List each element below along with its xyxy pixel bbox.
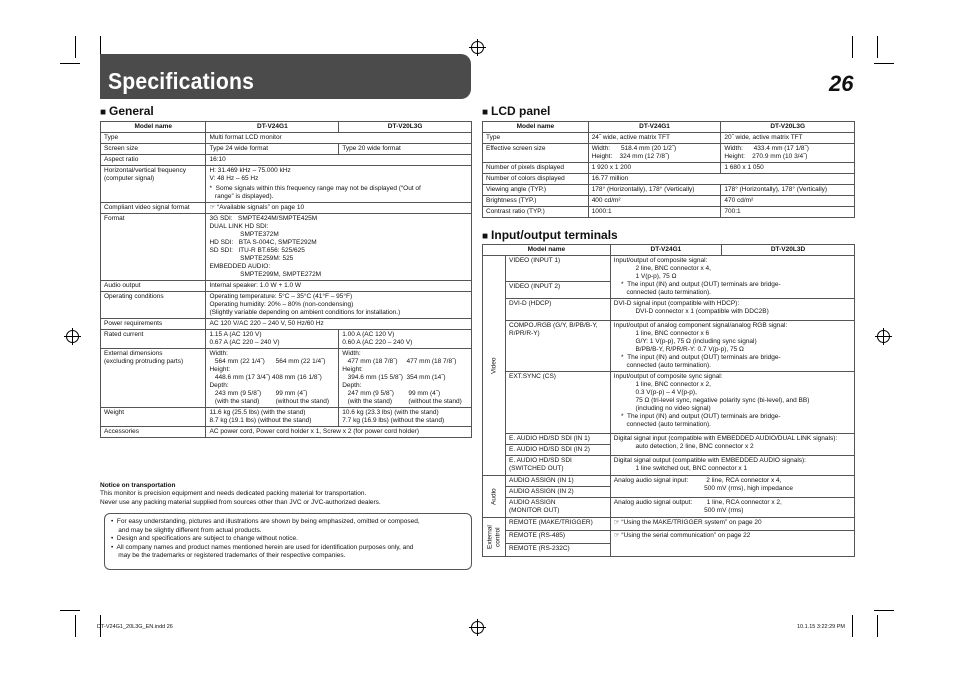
footer-timestamp: 10.1.15 3:22:29 PM <box>797 624 846 630</box>
row-label: AUDIO ASSIGN (IN 2) <box>506 487 611 498</box>
table-row <box>483 531 855 544</box>
table-row <box>483 434 855 445</box>
row-value: Analog audio signal input: 2 line, RCA connector x 4, 500 mV (rms), high impedance <box>610 476 854 498</box>
row-note: * Some signals within this frequency range may not be displayed (“Out of range” is displayed). <box>209 185 421 200</box>
general-spec-table <box>100 121 472 438</box>
row-label: Screen size <box>101 144 206 155</box>
notice-box <box>104 513 472 570</box>
row-value: AC power cord, Power cord holder x 1, Screw x 2 (for power cord holder) <box>206 427 472 438</box>
col-model-a: DT-V24G1 <box>206 122 339 133</box>
table-row <box>483 133 855 144</box>
row-label: Number of pixels displayed <box>483 163 589 174</box>
io-heading: ■ Input/output terminals <box>482 228 618 242</box>
general-heading: ■ General <box>100 104 154 118</box>
table-row <box>101 319 472 330</box>
row-label: Type <box>101 133 206 144</box>
row-label: Power requirements <box>101 319 206 330</box>
row-value-b: 20˝ wide, active matrix TFT <box>721 133 855 144</box>
table-row <box>101 214 472 281</box>
row-value-a: 1000:1 <box>588 207 721 218</box>
notice-bullet: • Design and specifications are subject to change without notice. <box>111 535 298 542</box>
row-label: REMOTE (MAKE/TRIGGER) <box>506 518 611 531</box>
row-label: VIDEO (INPUT 2) <box>506 282 611 299</box>
table-row <box>101 144 472 155</box>
row-label: Type <box>483 133 589 144</box>
footer-file: DT-V24G1_20L3G_EN.indd 26 <box>97 624 173 630</box>
lcd-heading: ■ LCD panel <box>482 104 550 118</box>
row-value-b: Width: 433.4 mm (17 1/8˝) Height: 270.9 mm (10 3/4˝) <box>721 144 855 163</box>
row-label: AUDIO ASSIGN (MONITOR OUT) <box>506 498 611 518</box>
header-row <box>483 122 855 133</box>
row-label: Effective screen size <box>483 144 589 163</box>
row-value-b: 470 cd/m² <box>721 196 855 207</box>
row-value-b: 10.6 kg (23.3 lbs) (with the stand) 7.7 kg (16.9 lbs) (without the stand) <box>339 408 472 427</box>
row-label: AUDIO ASSIGN (IN 1) <box>506 476 611 487</box>
row-value-a: 400 cd/m² <box>588 196 721 207</box>
row-value-a: 178° (Horizontally), 178° (Vertically) <box>588 185 721 196</box>
row-value: ☞ “Using the serial communication” on page 22 <box>610 531 854 557</box>
row-label: Accessories <box>101 427 206 438</box>
row-value-b: 178° (Horizontally), 178° (Vertically) <box>721 185 855 196</box>
table-row <box>483 174 855 185</box>
row-value: Input/output of composite sync signal: 1 line, BNC connector x 2, 0.3 V(p-p) – 4 V(p-p), 75 Ω (tri-level sync, negative polarity sync (bi-level), and BB) (including no video signal) * The input (IN) and output (OUT) terminals are bridge- connected (auto termination). <box>610 372 854 434</box>
row-value: Digital signal input (compatible with EMBEDDED AUDIO/DUAL LINK signals): auto detection, 2 line, BNC connector x 2 <box>610 434 854 456</box>
col-model-name: Model name <box>101 122 206 133</box>
row-value: 3G SDI: SMPTE424M/SMPTE425M DUAL LINK HD SDI: SMPTE372M HD SDI: BTA S-004C, SMPTE292M SD SDI: ITU-R BT.656: 525/625 SMPTE259M: 525 EMBEDDED AUDIO: SMPTE299M, SMPTE272M <box>206 214 472 281</box>
row-value-b: Type 20 wide format <box>339 144 472 155</box>
row-value: 16:10 <box>206 155 472 166</box>
col-model-a: DT-V24G1 <box>610 245 721 256</box>
notice-title: Notice on transportation <box>100 482 176 489</box>
row-label: Brightness (TYP.) <box>483 196 589 207</box>
table-row <box>483 299 855 321</box>
row-value: AC 120 V/AC 220 – 240 V, 50 Hz/60 Hz <box>206 319 472 330</box>
row-value-a: 11.6 kg (25.5 lbs) (with the stand) 8.7 kg (19.1 lbs) (without the stand) <box>206 408 339 427</box>
row-value: ☞ “Using the MAKE/TRIGGER system” on page 20 <box>610 518 854 531</box>
table-row <box>483 372 855 434</box>
notice-line2: Never use any packing material supplied from sources other than JVC or JVC-authorized dealers. <box>100 499 381 506</box>
row-value: ☞ “Available signals” on page 10 <box>206 203 472 214</box>
notice-bullet: • For easy understanding, pictures and illustrations are shown by being emphasized, omitted or composed, and may be slightly different from actual products. <box>111 518 420 534</box>
row-label: Rated current <box>101 330 206 349</box>
row-label: Compliant video signal format <box>101 203 206 214</box>
table-row <box>483 498 855 518</box>
table-row <box>483 144 855 163</box>
row-value-text: H: 31.469 kHz – 75.000 kHz V: 48 Hz – 65 Hz <box>209 167 291 182</box>
row-value: DVI-D signal input (compatible with HDCP): DVI-D connector x 1 (compatible with DDC2B) <box>610 299 854 321</box>
row-value: Multi format LCD monitor <box>206 133 472 144</box>
row-value-b: Width: 477 mm (18 7/8˝) 477 mm (18 7/8˝) Height: 394.6 mm (15 5/8˝) 354 mm (14˝) Depth: 247 mm (9 5/8˝) 99 mm (4˝) (with the stand) (without the stand) <box>339 349 472 408</box>
row-value-a: 1 920 x 1 200 <box>588 163 721 174</box>
col-model-b: DT-V20L3D <box>721 245 854 256</box>
registration-mark-icon <box>877 330 890 343</box>
table-row <box>101 166 472 203</box>
page-title: Specifications <box>108 68 255 94</box>
table-row <box>101 330 472 349</box>
row-value: Internal speaker: 1.0 W + 1.0 W <box>206 281 472 292</box>
row-value-b: 700:1 <box>721 207 855 218</box>
registration-mark-icon <box>471 621 484 634</box>
row-value-a: 1.15 A (AC 120 V) 0.67 A (AC 220 – 240 V) <box>206 330 339 349</box>
row-label: DVI-D (HDCP) <box>506 299 611 321</box>
row-label: EXT.SYNC (CS) <box>506 372 611 434</box>
row-value: 16.77 million <box>588 174 854 185</box>
col-model-b: DT-V20L3G <box>339 122 472 133</box>
row-value: Digital signal output (compatible with EMBEDDED AUDIO signals): 1 line switched out, BNC connector x 1 <box>610 456 854 476</box>
col-model-b: DT-V20L3G <box>721 122 855 133</box>
row-label: COMPO./RGB (G/Y, B/PB/B-Y, R/PR/R-Y) <box>506 321 611 372</box>
group-audio-label: Audio <box>483 476 506 518</box>
table-row <box>101 281 472 292</box>
row-label: VIDEO (INPUT 1) <box>506 256 611 282</box>
notice-bullet: • All company names and product names mentioned herein are used for identification purposes only, and may be the trademarks or registered trademarks of their respective companies. <box>111 543 414 559</box>
table-row <box>483 518 855 531</box>
header-row <box>101 122 472 133</box>
row-value-b: 1 680 x 1 050 <box>721 163 855 174</box>
table-row <box>101 203 472 214</box>
table-row <box>101 133 472 144</box>
row-value-a: 24˝ wide, active matrix TFT <box>588 133 721 144</box>
row-value: Analog audio signal output: 1 line, RCA connector x 2, 500 mV (rms) <box>610 498 854 518</box>
table-row <box>101 155 472 166</box>
registration-mark-icon <box>471 41 484 54</box>
row-label: REMOTE (RS-232C) <box>506 544 611 557</box>
row-value <box>206 166 472 203</box>
group-external-control-label: External control <box>483 518 506 557</box>
table-row <box>483 321 855 372</box>
row-label: Operating conditions <box>101 292 206 319</box>
header-row <box>483 245 855 256</box>
row-label: E. AUDIO HD/SD SDI (IN 2) <box>506 445 611 456</box>
row-value-b: 1.00 A (AC 120 V) 0.60 A (AC 220 – 240 V) <box>339 330 472 349</box>
table-row <box>483 476 855 487</box>
table-row <box>101 349 472 408</box>
row-label: Audio output <box>101 281 206 292</box>
table-row <box>483 163 855 174</box>
group-video-label: Video <box>483 256 506 476</box>
table-row <box>483 185 855 196</box>
table-row <box>101 292 472 319</box>
row-label: Aspect ratio <box>101 155 206 166</box>
col-model-a: DT-V24G1 <box>588 122 721 133</box>
row-value: Input/output of analog component signal/analog RGB signal: 1 line, BNC connector x 6 G/Y: 1 V(p-p), 75 Ω (including sync signal) B/PB/B-Y, R/PR/R-Y: 0.7 V(p-p), 75 Ω * The input (IN) and output (OUT) terminals are bridge- connected (auto termination). <box>610 321 854 372</box>
row-label: Weight <box>101 408 206 427</box>
row-label: Format <box>101 214 206 281</box>
row-label: Horizontal/vertical frequency (computer signal) <box>101 166 206 203</box>
io-spec-table <box>482 244 855 557</box>
row-value-a: Width: 518.4 mm (20 1/2˝) Height: 324 mm (12 7/8˝) <box>588 144 721 163</box>
row-value-a: Type 24 wide format <box>206 144 339 155</box>
table-row <box>101 408 472 427</box>
row-value: Input/output of composite signal: 2 line, BNC connector x 4, 1 V(p-p), 75 Ω * The input (IN) and output (OUT) terminals are bridge- connected (auto termination). <box>610 256 854 299</box>
lcd-spec-table <box>482 121 855 218</box>
row-label: E. AUDIO HD/SD SDI (SWITCHED OUT) <box>506 456 611 476</box>
table-row <box>483 456 855 476</box>
row-label: External dimensions (excluding protruding parts) <box>101 349 206 408</box>
row-label: REMOTE (RS-485) <box>506 531 611 544</box>
row-label: E. AUDIO HD/SD SDI (IN 1) <box>506 434 611 445</box>
row-label: Contrast ratio (TYP.) <box>483 207 589 218</box>
row-label: Number of colors displayed <box>483 174 589 185</box>
table-row <box>483 196 855 207</box>
row-label: Viewing angle (TYP.) <box>483 185 589 196</box>
table-row <box>101 427 472 438</box>
row-value-a: Width: 564 mm (22 1/4˝) 564 mm (22 1/4˝) Height: 448.6 mm (17 3/4˝) 408 mm (16 1/8˝) Depth: 243 mm (9 5/8˝) 99 mm (4˝) (with the stand) (without the stand) <box>206 349 339 408</box>
col-model-name: Model name <box>483 122 589 133</box>
row-value: Operating temperature: 5°C – 35°C (41°F – 95°F) Operating humidity: 20% – 80% (non-condensing) (Slightly variable depending on ambient conditions for installation.) <box>206 292 472 319</box>
registration-mark-icon <box>66 330 79 343</box>
page-number: 26 <box>829 71 854 96</box>
col-model-name: Model name <box>483 245 611 256</box>
table-row <box>483 256 855 282</box>
table-row <box>483 207 855 218</box>
notice-line1: This monitor is precision equipment and needs dedicated packing material for transportation. <box>100 490 367 497</box>
